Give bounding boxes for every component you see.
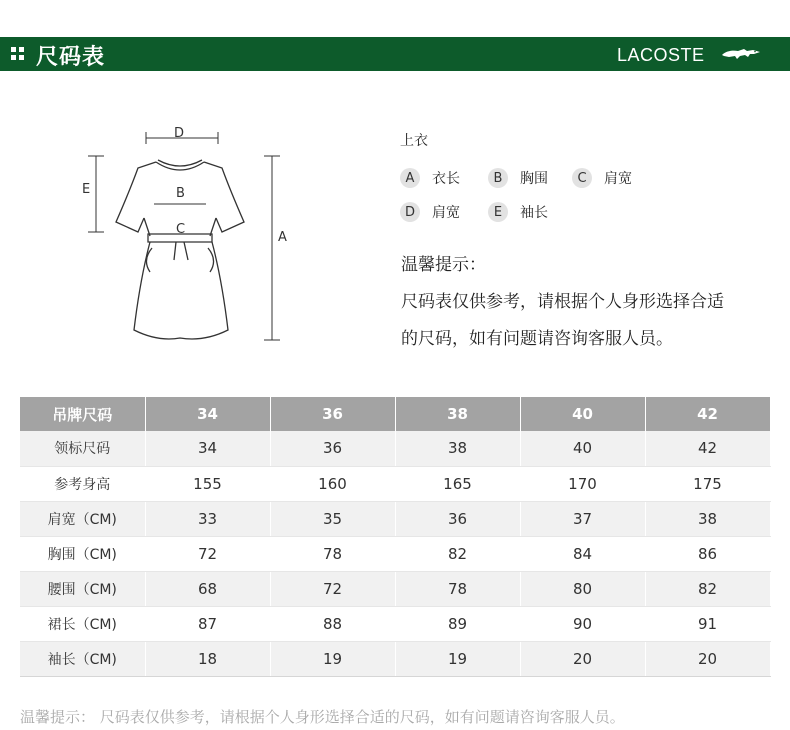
legend-badge: B <box>488 168 508 188</box>
table-cell: 165 <box>395 466 520 501</box>
table-cell: 82 <box>395 536 520 571</box>
table-cell: 170 <box>520 466 645 501</box>
table-cell: 19 <box>270 641 395 676</box>
crocodile-logo-icon <box>720 44 762 64</box>
brand-name: LACOSTE <box>617 45 705 65</box>
table-cell: 裙长（CM) <box>20 606 145 641</box>
figure-label-a: A <box>278 230 287 245</box>
legend-badge: C <box>572 168 592 188</box>
table-row <box>20 501 770 536</box>
legend-label: 衣长 <box>432 171 460 187</box>
table-cell: 88 <box>270 606 395 641</box>
figure-label-e: E <box>82 182 91 197</box>
table-cell: 36 <box>395 501 520 536</box>
table-cell: 38 <box>395 431 520 466</box>
table-row <box>20 641 770 676</box>
figure-label-c: C <box>176 222 186 237</box>
legend-item-b <box>488 168 548 188</box>
table-cell: 89 <box>395 606 520 641</box>
legend-item-e <box>488 202 548 222</box>
table-cell: 78 <box>395 571 520 606</box>
legend-label: 肩宽 <box>432 205 460 221</box>
table-row <box>20 466 770 501</box>
table-cell: 91 <box>645 606 770 641</box>
table-cell: 40 <box>520 431 645 466</box>
legend-item-d <box>400 202 460 222</box>
table-cell: 72 <box>145 536 270 571</box>
legend-badge: E <box>488 202 508 222</box>
table-cell: 37 <box>520 501 645 536</box>
table-cell: 72 <box>270 571 395 606</box>
figure-label-d: D <box>174 126 185 141</box>
table-cell: 20 <box>520 641 645 676</box>
table-row <box>20 606 770 641</box>
table-cell: 19 <box>395 641 520 676</box>
table-cell: 35 <box>270 501 395 536</box>
tip-title: 温馨提示： <box>401 255 486 275</box>
table-cell: 20 <box>645 641 770 676</box>
table-cell: 参考身高 <box>20 466 145 501</box>
legend-label: 袖长 <box>520 205 548 221</box>
table-cell: 86 <box>645 536 770 571</box>
table-row <box>20 431 770 466</box>
table-header-cell: 40 <box>520 397 645 431</box>
table-row <box>20 571 770 606</box>
table-cell: 42 <box>645 431 770 466</box>
page-title: 尺码表 <box>36 45 106 70</box>
table-cell: 84 <box>520 536 645 571</box>
table-header-cell: 34 <box>145 397 270 431</box>
legend-badge: A <box>400 168 420 188</box>
legend-title: 上衣 <box>400 133 428 149</box>
table-cell: 36 <box>270 431 395 466</box>
table-cell: 68 <box>145 571 270 606</box>
table-cell: 78 <box>270 536 395 571</box>
table-cell: 160 <box>270 466 395 501</box>
table-header-cell: 42 <box>645 397 770 431</box>
dress-outline <box>78 120 308 350</box>
table-cell: 18 <box>145 641 270 676</box>
table-cell: 领标尺码 <box>20 431 145 466</box>
table-cell: 87 <box>145 606 270 641</box>
legend-item-c <box>572 168 632 188</box>
tip-line: 尺码表仅供参考，请根据个人身形选择合适 <box>401 292 724 312</box>
dress-diagram <box>78 120 308 350</box>
table-cell: 90 <box>520 606 645 641</box>
grid-icon <box>11 47 25 61</box>
table-header-cell: 38 <box>395 397 520 431</box>
table-cell: 175 <box>645 466 770 501</box>
table-cell: 155 <box>145 466 270 501</box>
figure-label-b: B <box>176 186 185 201</box>
tip-line: 的尺码，如有问题请咨询客服人员。 <box>401 329 673 349</box>
table-header-row <box>20 397 770 431</box>
legend-label: 肩宽 <box>604 171 632 187</box>
table-cell: 肩宽（CM) <box>20 501 145 536</box>
table-cell: 80 <box>520 571 645 606</box>
table-cell: 胸围（CM) <box>20 536 145 571</box>
table-header-cell: 36 <box>270 397 395 431</box>
table-row <box>20 536 770 571</box>
header-bar <box>0 37 790 71</box>
legend-label: 胸围 <box>520 171 548 187</box>
table-cell: 34 <box>145 431 270 466</box>
table-cell: 腰围（CM) <box>20 571 145 606</box>
footer-note: 温馨提示： 尺码表仅供参考，请根据个人身形选择合适的尺码，如有问题请咨询客服人员。 <box>20 708 625 726</box>
table-cell: 袖长（CM) <box>20 641 145 676</box>
table-cell: 38 <box>645 501 770 536</box>
size-table <box>20 397 771 677</box>
legend-item-a <box>400 168 460 188</box>
table-cell: 82 <box>645 571 770 606</box>
table-cell: 33 <box>145 501 270 536</box>
table-header-cell: 吊牌尺码 <box>20 397 145 431</box>
legend-badge: D <box>400 202 420 222</box>
